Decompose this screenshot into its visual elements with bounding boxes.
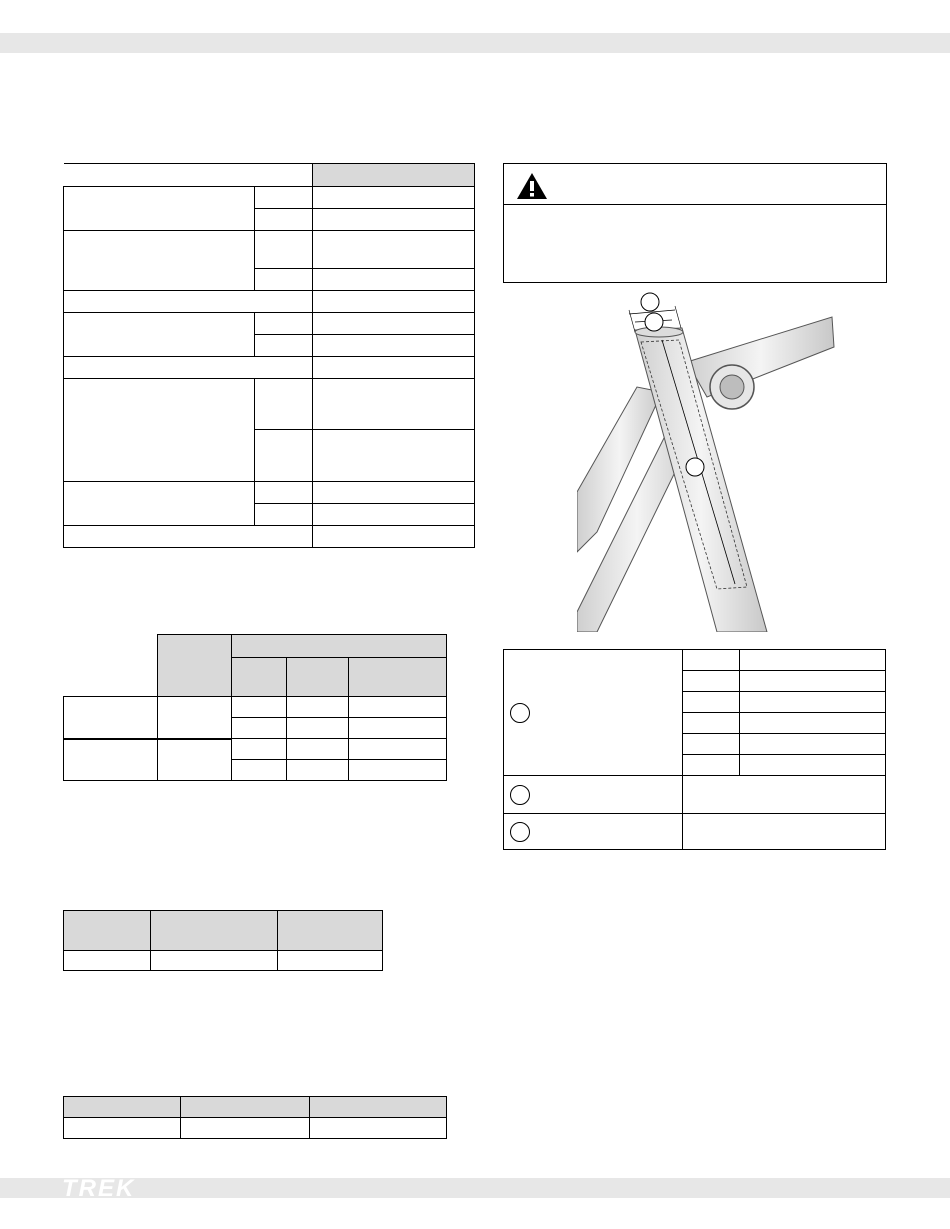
svg-text:TREK: TREK (62, 1176, 136, 1200)
callout-legend-table (503, 649, 886, 850)
spec-table-4 (63, 1096, 447, 1139)
frame-illustration (577, 292, 837, 632)
callout-c-icon (686, 458, 704, 476)
spec-table-3 (63, 910, 383, 971)
warning-box (503, 163, 887, 283)
header-bar (0, 33, 950, 53)
callout-circle-icon (510, 703, 530, 723)
trek-logo (62, 1176, 212, 1200)
spec-table-1 (63, 163, 475, 548)
callout-circle-icon (510, 785, 530, 805)
warning-header (504, 164, 886, 205)
callout-circle-icon (510, 822, 530, 842)
warning-triangle-icon (516, 172, 548, 200)
spec-table-2 (63, 634, 447, 781)
callout-a-icon (641, 293, 659, 311)
callout-b-icon (645, 313, 663, 331)
